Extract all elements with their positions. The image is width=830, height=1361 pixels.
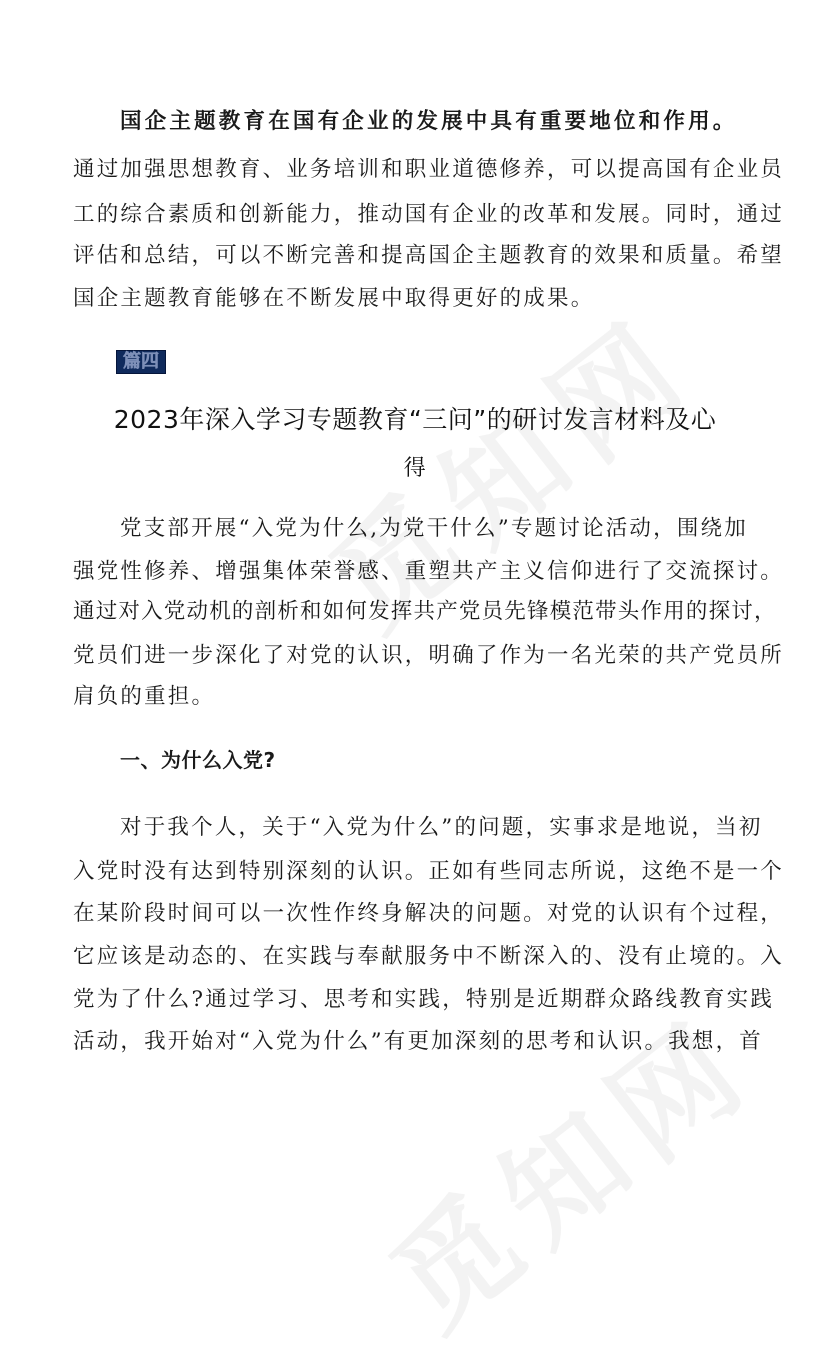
- paragraph-line: 对于我个人，关于“入党为什么”的问题，实事求是地说，当初: [120, 815, 763, 840]
- intro-line: 通过加强思想教育、业务培训和职业道德修养，可以提高国有企业员: [73, 157, 785, 182]
- section-heading: 一、为什么入党?: [120, 748, 276, 772]
- intro-line: 国企主题教育能够在不断发展中取得更好的成果。: [73, 286, 595, 311]
- intro-line: 评估和总结，可以不断完善和提高国企主题教育的效果和质量。希望: [73, 243, 785, 268]
- paragraph-line: 强党性修养、增强集体荣誉感、重塑共产主义信仰进行了交流探讨。: [73, 559, 785, 584]
- section-badge: [116, 350, 166, 374]
- paragraph-line: 肩负的重担。: [73, 684, 216, 709]
- article-title: 2023年深入学习专题教育“三问”的研讨发言材料及心: [113, 405, 717, 434]
- paragraph-line: 通过对入党动机的剖析和如何发挥共产党员先锋模范带头作用的探讨，: [73, 599, 777, 624]
- intro-line: 工的综合素质和创新能力，推动国有企业的改革和发展。同时，通过: [73, 202, 785, 227]
- paragraph-line: 党员们进一步深化了对党的认识，明确了作为一名光荣的共产党员所: [73, 643, 785, 668]
- article-title-continued: 得: [403, 456, 427, 481]
- intro-line: 国企主题教育在国有企业的发展中具有重要地位和作用。: [120, 109, 738, 134]
- paragraph-line: 在某阶段时间可以一次性作终身解决的问题。对党的认识有个过程，: [73, 901, 785, 926]
- paragraph-line: 入党时没有达到特别深刻的认识。正如有些同志所说，这绝不是一个: [73, 859, 785, 884]
- paragraph-line: 党为了什么?通过学习、思考和实践，特别是近期群众路线教育实践: [73, 987, 775, 1012]
- paragraph-line: 它应该是动态的、在实践与奉献服务中不断深入的、没有止境的。入: [73, 944, 785, 969]
- paragraph-line: 活动，我开始对“入党为什么”有更加深刻的思考和认识。我想，首: [73, 1029, 763, 1054]
- paragraph-line: 党支部开展“入党为什么,为党干什么”专题讨论活动，围绕加: [120, 516, 748, 541]
- section-badge-label: 篇四: [123, 351, 159, 372]
